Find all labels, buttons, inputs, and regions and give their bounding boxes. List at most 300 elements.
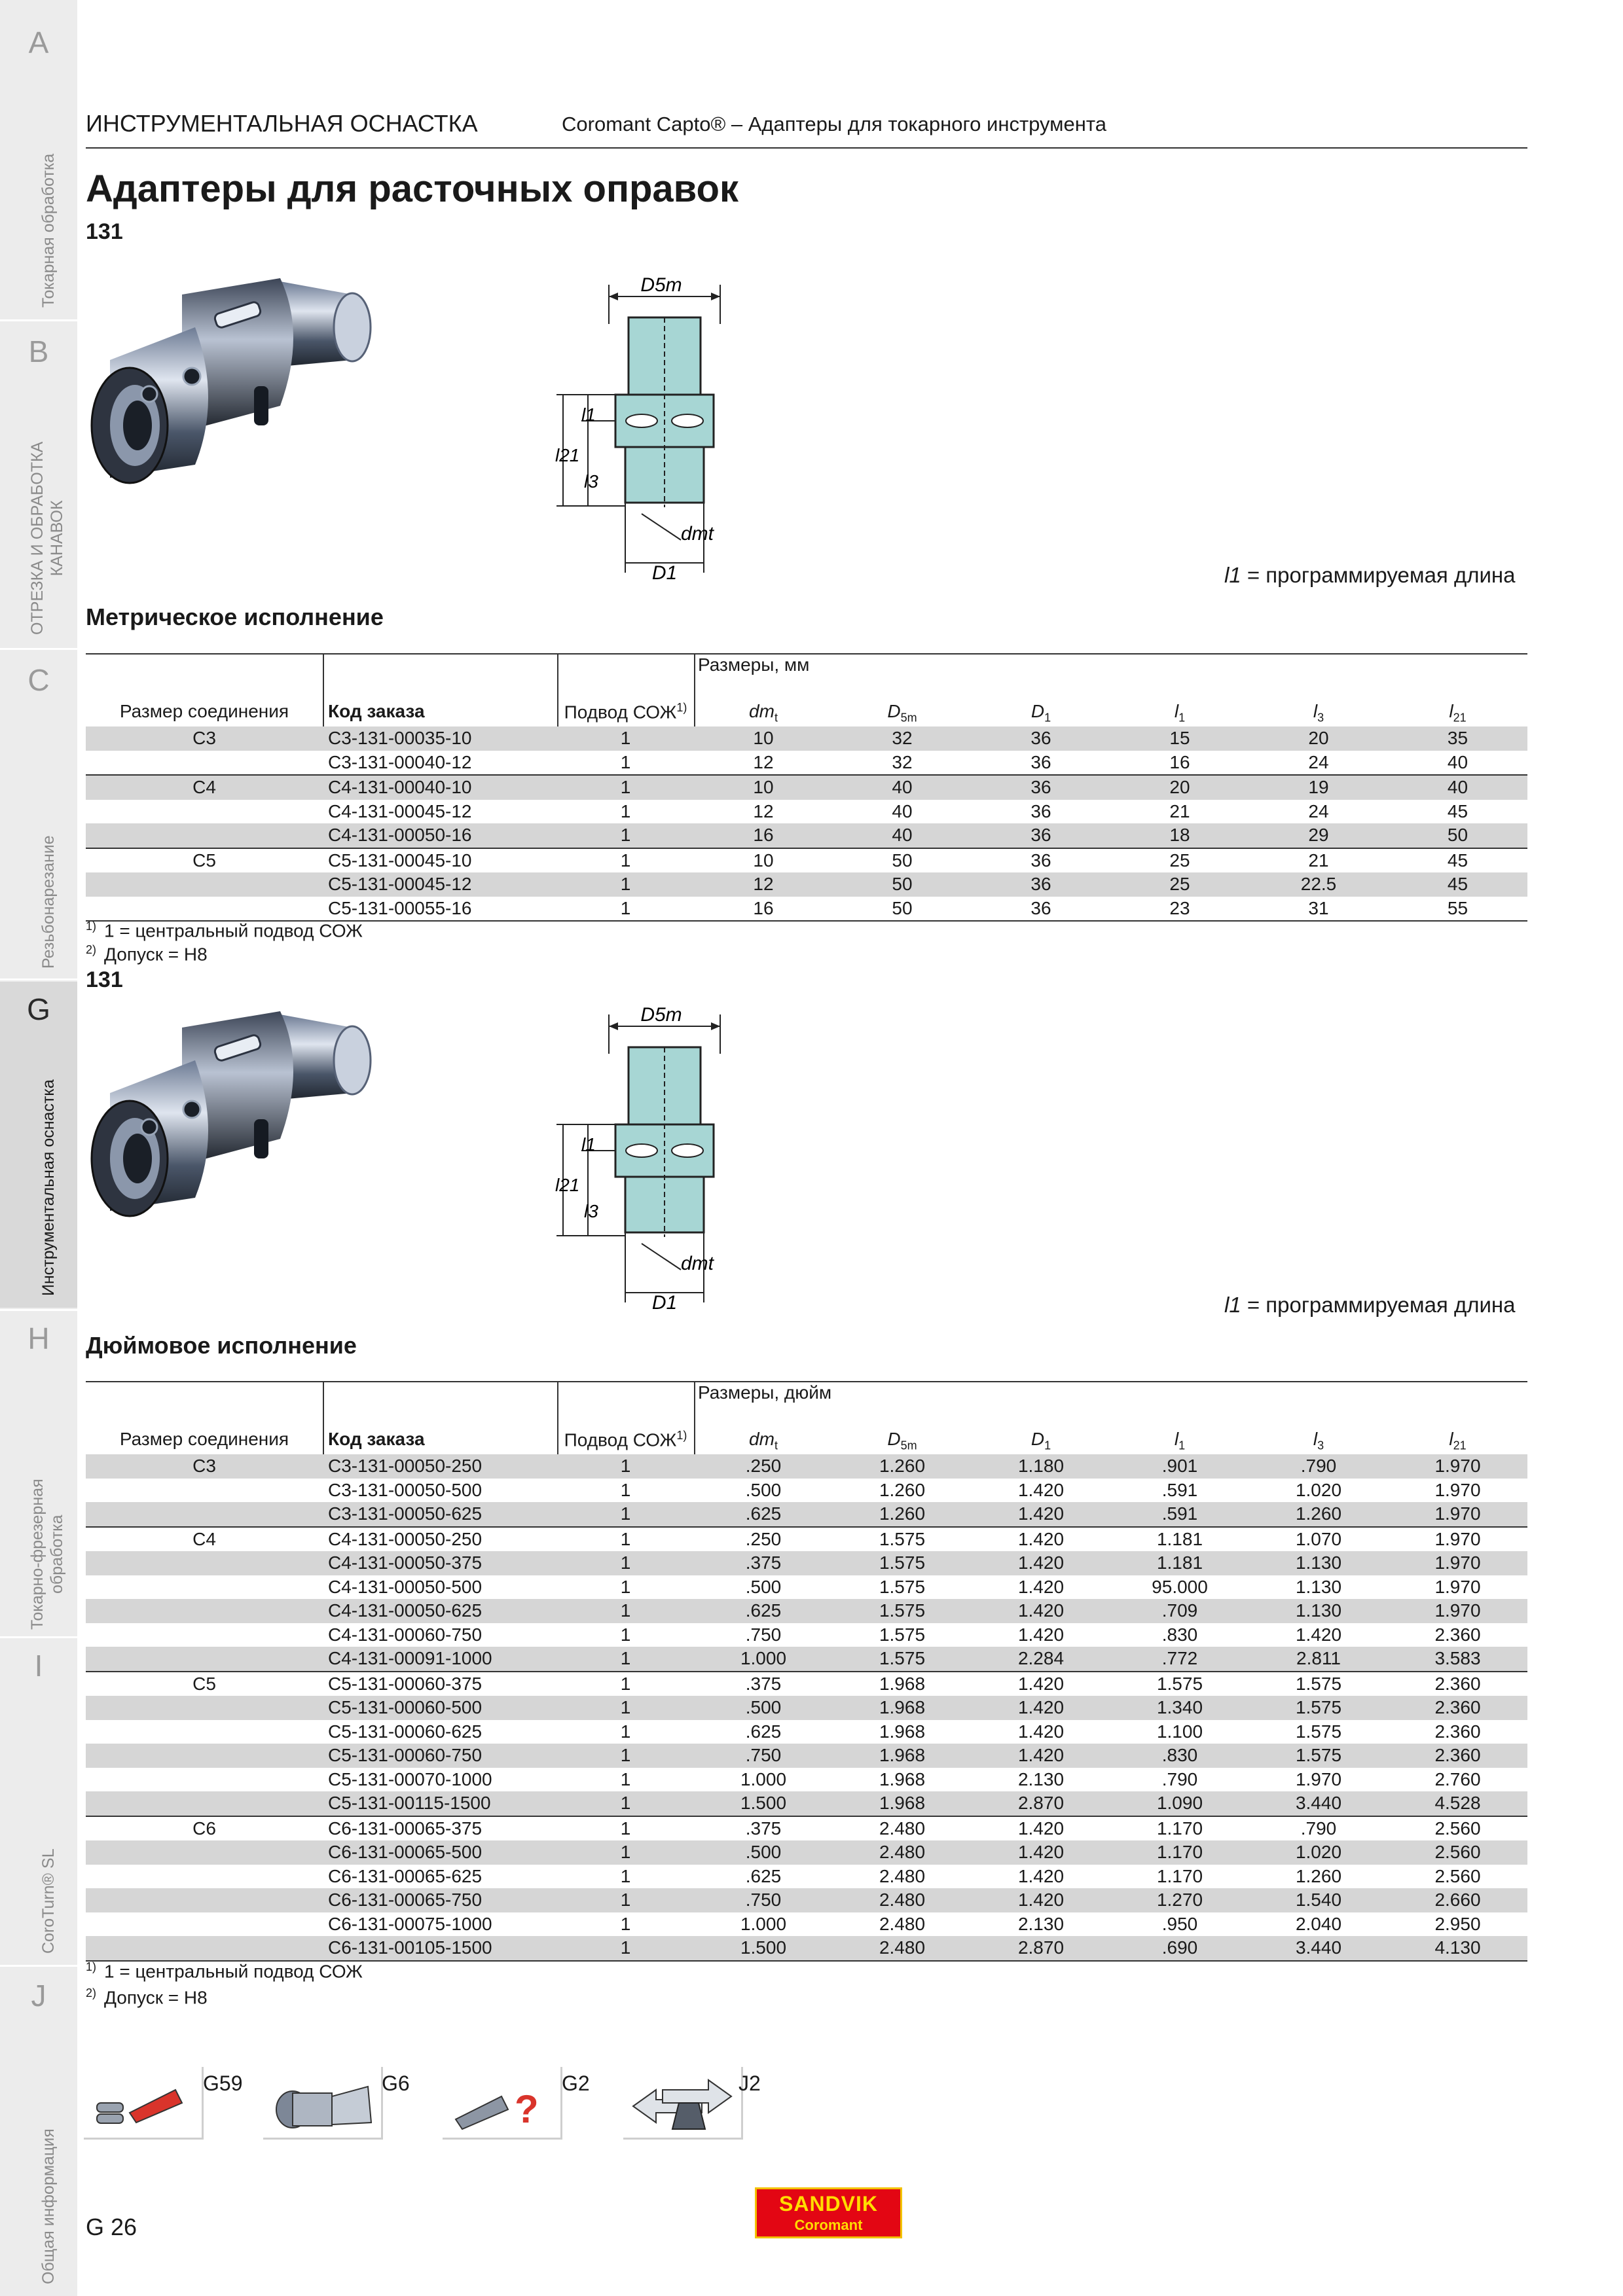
table-cell: 1.180	[972, 1454, 1110, 1479]
order-code-cell: C5-131-00060-375	[323, 1672, 557, 1696]
table-cell: 25	[1110, 848, 1249, 873]
table-cell: 1.260	[833, 1454, 972, 1479]
footnote-mark: 1)	[86, 920, 97, 933]
table-cell: 1.340	[1110, 1696, 1249, 1720]
table-cell: 2.870	[972, 1791, 1110, 1816]
table-row	[86, 1479, 1527, 1503]
section-label-h	[27, 1479, 67, 1630]
table-cell: 24	[1308, 751, 1329, 772]
table-row	[86, 1527, 1527, 1552]
table-cell: C4	[86, 1527, 323, 1552]
section-tab-c[interactable]: C	[27, 663, 50, 697]
table-cell: 1.575	[1295, 1721, 1342, 1742]
order-code-cell: C4-131-00045-12	[328, 800, 472, 821]
table-row	[86, 1791, 1527, 1816]
table-row	[86, 1696, 1527, 1720]
question-tool-icon	[443, 2067, 560, 2138]
table-cell: 1.181	[1110, 1551, 1249, 1575]
table-cell: C3	[86, 1454, 323, 1479]
table-cell: .500	[694, 1840, 833, 1865]
section-label-a: Токарная обработка	[39, 153, 58, 308]
table-cell: .250	[694, 1454, 833, 1479]
order-code-cell: C4-131-00050-375	[323, 1551, 557, 1575]
column-header: $l_3$	[1313, 701, 1324, 725]
table-cell: 1.420	[1017, 1576, 1065, 1597]
table-cell: .901	[1110, 1454, 1249, 1479]
table-cell	[86, 1768, 323, 1792]
column-header: $l_{21}$	[1449, 701, 1467, 725]
table-cell: 22.5	[1249, 872, 1388, 897]
table-cell: 1.170	[1110, 1840, 1249, 1865]
table-row	[86, 897, 1527, 922]
section-label-b-line1: ОТРЕЗКА И ОБРАБОТКА	[28, 441, 46, 635]
inch-dims-label: Размеры, дюйм	[698, 1382, 832, 1403]
table-cell: 1	[620, 1768, 631, 1789]
table-cell: 2.480	[879, 1913, 926, 1934]
table-cell: 50	[833, 897, 972, 922]
table-cell: 24	[1308, 800, 1329, 821]
inch-footnote-2	[86, 1986, 208, 2008]
column-header: $D_1$	[1030, 1429, 1051, 1452]
table-cell: 45	[1447, 800, 1468, 821]
table-cell: 3.583	[1388, 1647, 1527, 1672]
table-cell: 4.528	[1388, 1791, 1527, 1816]
page-number: G 26	[86, 2214, 137, 2240]
table-cell: 1	[620, 800, 631, 821]
table-cell: 1.500	[694, 1791, 833, 1816]
table-cell: 1.420	[972, 1744, 1110, 1768]
table-cell: 1	[557, 848, 694, 873]
table-cell: 1.170	[1156, 1865, 1203, 1886]
programmable-length-note	[1224, 563, 1516, 588]
table-row	[86, 823, 1527, 848]
table-cell: 1	[620, 1721, 631, 1742]
table-cell: 23	[1110, 897, 1249, 922]
divider	[0, 648, 77, 650]
dim-label-l1: l1	[581, 404, 596, 425]
column-header: $dm_t$	[749, 1429, 778, 1452]
order-code-cell: C3-131-00035-10	[323, 726, 557, 751]
table-cell: .950	[1161, 1913, 1198, 1934]
table-cell: 2.560	[1434, 1865, 1481, 1886]
programmable-length-note	[1224, 1293, 1516, 1318]
table-cell: 1.970	[1434, 1479, 1481, 1500]
table-cell: 1.420	[972, 1599, 1110, 1623]
table-cell	[86, 1865, 323, 1889]
order-code-cell: C6-131-00105-1500	[323, 1936, 557, 1961]
table-row	[86, 1936, 1527, 1961]
table-cell	[86, 872, 323, 897]
table-cell: 1	[557, 897, 694, 922]
table-cell: .500	[745, 1576, 782, 1597]
table-cell: 45	[1388, 848, 1527, 873]
table-cell	[86, 1791, 323, 1816]
section-label-h-line1: Токарно-фрезерная	[28, 1479, 46, 1630]
table-cell: 1	[557, 1791, 694, 1816]
column-header: $D_{5m}$	[887, 1429, 917, 1452]
order-code-cell: C5-131-00070-1000	[328, 1768, 492, 1789]
table-cell	[86, 1696, 323, 1720]
table-cell: 36	[972, 823, 1110, 848]
table-row	[86, 1623, 1527, 1647]
table-row	[86, 1575, 1527, 1600]
inch-section-title: Дюймовое исполнение	[86, 1332, 357, 1359]
table-cell: 2.660	[1388, 1888, 1527, 1912]
table-cell: .750	[694, 1888, 833, 1912]
table-cell: C4	[86, 775, 323, 800]
table-cell: 40	[1447, 751, 1468, 772]
table-cell: 32	[892, 751, 913, 772]
table-cell: 1.575	[1110, 1672, 1249, 1696]
sandvik-logo	[755, 2187, 902, 2238]
table-cell: 1.970	[1434, 1576, 1481, 1597]
table-cell: 95.000	[1152, 1576, 1208, 1597]
table-cell: 18	[1110, 823, 1249, 848]
section-label-b	[27, 442, 67, 635]
dim-label-d1: D1	[651, 1292, 678, 1314]
table-cell	[86, 1720, 323, 1744]
logo-sub: Coromant	[794, 2217, 863, 2233]
svg-text:?: ?	[515, 2087, 539, 2131]
table-cell: 29	[1249, 823, 1388, 848]
table-cell: 2.760	[1434, 1768, 1481, 1789]
table-cell: 20	[1249, 726, 1388, 751]
table-cell: 1	[557, 1454, 694, 1479]
table-cell: 36	[1030, 800, 1051, 821]
table-cell: 2.811	[1249, 1647, 1388, 1672]
divider	[0, 319, 77, 321]
table-cell: 1	[620, 1479, 631, 1500]
table-cell: 1.000	[694, 1647, 833, 1672]
table-cell: 1	[557, 1888, 694, 1912]
table-cell: 1.970	[1388, 1454, 1527, 1479]
table-cell: 1.420	[972, 1527, 1110, 1552]
order-code-cell: C4-131-00040-10	[323, 775, 557, 800]
metric-table-divider	[323, 653, 324, 726]
table-cell: 1	[557, 1744, 694, 1768]
table-cell: 2.480	[833, 1888, 972, 1912]
table-cell: 12	[753, 751, 774, 772]
table-cell: 1	[557, 1672, 694, 1696]
table-row	[86, 1647, 1527, 1672]
table-cell: 1.420	[1017, 1624, 1065, 1645]
table-cell	[86, 1599, 323, 1623]
inch-table-divider	[323, 1381, 324, 1454]
order-code-cell: C6-131-00065-750	[323, 1888, 557, 1912]
table-cell: 1.100	[1156, 1721, 1203, 1742]
table-cell: 10	[694, 775, 833, 800]
table-cell: 1.260	[1249, 1502, 1388, 1527]
table-cell: 1.090	[1110, 1791, 1249, 1816]
table-cell: 1.420	[1017, 1721, 1065, 1742]
section-tab-i[interactable]: I	[34, 1649, 43, 1683]
column-header: $l_1$	[1174, 1429, 1186, 1452]
table-cell: 10	[694, 848, 833, 873]
table-row	[86, 775, 1527, 800]
table-cell: 1	[557, 1816, 694, 1841]
footnote-text: 1 = центральный подвод СОЖ	[104, 1961, 363, 1982]
table-cell	[86, 800, 323, 824]
dim-label-dmt: dmt	[681, 523, 714, 545]
footnote-text: 1 = центральный подвод СОЖ	[104, 920, 363, 941]
adapter-icon	[263, 2067, 381, 2138]
table-cell: .250	[694, 1527, 833, 1552]
table-cell: 1.575	[879, 1624, 926, 1645]
header-subtitle: Coromant Capto® – Адаптеры для токарного инструмента	[562, 113, 1106, 135]
table-cell: 2.480	[833, 1936, 972, 1961]
column-header: $l_3$	[1313, 1429, 1324, 1452]
dimension-drawing	[550, 265, 759, 586]
table-cell: 1	[557, 775, 694, 800]
table-cell: 1	[557, 1647, 694, 1672]
table-cell: 1.130	[1249, 1551, 1388, 1575]
footnote-text: Допуск = H8	[104, 1987, 208, 2008]
divider	[0, 1636, 77, 1638]
table-row	[86, 872, 1527, 897]
ref-card-j2[interactable]	[623, 2067, 743, 2140]
table-row	[86, 1768, 1527, 1792]
table-cell: 31	[1249, 897, 1388, 922]
section-label-j: Общая информация	[39, 2128, 58, 2284]
table-cell: 1.020	[1295, 1479, 1342, 1500]
ref-card-g59[interactable]	[84, 2067, 204, 2140]
table-cell: 1.130	[1295, 1576, 1342, 1597]
table-cell: 1	[557, 1502, 694, 1527]
dim-label-dmt: dmt	[681, 1253, 714, 1274]
table-cell	[86, 1479, 323, 1503]
ref-link-g6[interactable]: G6	[382, 2072, 410, 2095]
ref-link-g2[interactable]: G2	[562, 2072, 590, 2095]
table-cell: 2.284	[972, 1647, 1110, 1672]
table-cell: 1.420	[972, 1551, 1110, 1575]
table-row	[86, 848, 1527, 873]
table-cell: .625	[745, 1721, 782, 1742]
section-tab-b[interactable]: B	[28, 334, 49, 368]
order-code-cell: C4-131-00060-750	[328, 1624, 483, 1645]
table-cell: .709	[1110, 1599, 1249, 1623]
table-cell: 36	[972, 872, 1110, 897]
table-cell: 20	[1110, 775, 1249, 800]
order-code-cell: C5-131-00060-750	[323, 1744, 557, 1768]
prog-note-text: = программируемая длина	[1247, 563, 1516, 587]
order-code-cell: C5-131-00045-10	[323, 848, 557, 873]
table-row	[86, 1912, 1527, 1937]
order-code-cell: C5-131-00060-625	[328, 1721, 483, 1742]
section-label-g: Инструментальная оснастка	[39, 1079, 58, 1296]
table-cell: .375	[694, 1816, 833, 1841]
divider	[0, 1309, 77, 1311]
table-cell: 15	[1110, 726, 1249, 751]
table-cell: 36	[972, 775, 1110, 800]
table-cell: 2.360	[1388, 1696, 1527, 1720]
table-cell: 1.260	[879, 1479, 926, 1500]
order-code-cell: C4-131-00050-625	[323, 1599, 557, 1623]
table-cell	[86, 1575, 323, 1600]
table-cell: C6	[86, 1816, 323, 1841]
table-cell: 16	[694, 897, 833, 922]
table-cell: 2.360	[1388, 1744, 1527, 1768]
table-cell: 1.181	[1110, 1527, 1249, 1552]
column-header: $D_{5m}$	[887, 701, 917, 725]
table-cell: 1.575	[1249, 1672, 1388, 1696]
table-cell: 1.070	[1249, 1527, 1388, 1552]
table-row	[86, 1599, 1527, 1623]
table-row	[86, 1720, 1527, 1744]
table-cell: 2.480	[833, 1840, 972, 1865]
table-cell: 4.130	[1388, 1936, 1527, 1961]
table-cell: 12	[694, 872, 833, 897]
table-cell	[86, 897, 323, 922]
table-cell: 1.420	[1017, 1865, 1065, 1886]
table-cell	[86, 823, 323, 848]
table-cell: .750	[694, 1744, 833, 1768]
table-cell: .500	[694, 1696, 833, 1720]
table-cell: 1	[557, 1527, 694, 1552]
table-cell: 1	[620, 1576, 631, 1597]
column-header: $D_1$	[1030, 701, 1051, 725]
table-row	[86, 1502, 1527, 1527]
arrows-icon	[623, 2067, 741, 2138]
column-header: $l_1$	[1174, 701, 1186, 725]
dim-label-l1: l1	[581, 1134, 596, 1155]
table-row	[86, 1744, 1527, 1768]
table-cell: 1	[557, 1936, 694, 1961]
table-cell: 16	[1169, 751, 1190, 772]
table-cell: 21	[1169, 800, 1190, 821]
table-cell: 2.870	[972, 1936, 1110, 1961]
order-code-cell: C3-131-00040-12	[328, 751, 472, 772]
table-cell: .375	[694, 1551, 833, 1575]
order-code-cell: C6-131-00065-625	[328, 1865, 483, 1886]
table-cell: 1	[557, 823, 694, 848]
table-cell: 1.270	[1110, 1888, 1249, 1912]
table-row	[86, 726, 1527, 751]
ref-link-g59[interactable]: G59	[203, 2072, 243, 2095]
table-cell: .625	[694, 1502, 833, 1527]
header-rule	[86, 147, 1527, 149]
adapter-photo	[84, 268, 372, 511]
tools-icon	[84, 2067, 202, 2138]
table-cell: .591	[1110, 1502, 1249, 1527]
table-cell: 2.040	[1295, 1913, 1342, 1934]
table-cell: 2.950	[1434, 1913, 1481, 1934]
table-cell: 1.420	[972, 1672, 1110, 1696]
table-cell: 1.968	[833, 1744, 972, 1768]
section-tab-h[interactable]: H	[27, 1321, 50, 1355]
order-code-cell: C4-131-00050-16	[323, 823, 557, 848]
table-row	[86, 800, 1527, 824]
table-row	[86, 751, 1527, 776]
dimension-drawing	[550, 995, 759, 1316]
table-cell: .750	[745, 1624, 782, 1645]
table-cell: 1.968	[879, 1768, 926, 1789]
metric-table	[86, 726, 1527, 922]
table-cell: 1.968	[833, 1791, 972, 1816]
table-cell: 2.560	[1388, 1816, 1527, 1841]
metric-footnote-1	[86, 920, 363, 941]
table-cell: .375	[694, 1672, 833, 1696]
section-label-h-line2: обработка	[48, 1515, 66, 1594]
table-cell: 1.420	[1017, 1479, 1065, 1500]
section-tab-a[interactable]: A	[28, 26, 49, 60]
table-cell: 1.170	[1110, 1816, 1249, 1841]
table-cell: 1	[620, 1865, 631, 1886]
column-header: $l_{21}$	[1449, 1429, 1467, 1452]
table-row	[86, 1888, 1527, 1912]
table-cell: 36	[972, 848, 1110, 873]
prog-note-symbol: l1	[1224, 563, 1241, 587]
dim-label-l3: l3	[584, 471, 598, 492]
metric-footnote-2	[86, 943, 208, 965]
order-code-cell: C6-131-00065-375	[323, 1816, 557, 1841]
table-cell: 1.020	[1249, 1840, 1388, 1865]
table-cell: 2.560	[1388, 1840, 1527, 1865]
order-code-cell: C4-131-00091-1000	[323, 1647, 557, 1672]
table-cell: 36	[972, 726, 1110, 751]
table-cell: 1	[557, 1599, 694, 1623]
order-code-cell: C3-131-00050-250	[323, 1454, 557, 1479]
table-row	[86, 1865, 1527, 1889]
table-cell: 25	[1110, 872, 1249, 897]
table-cell	[86, 1502, 323, 1527]
table-cell: 1.420	[972, 1816, 1110, 1841]
table-cell: 1.970	[1388, 1527, 1527, 1552]
table-cell: 1	[620, 751, 631, 772]
table-cell: 10	[694, 726, 833, 751]
page-title: Адаптеры для расточных оправок	[86, 168, 739, 210]
metric-section-title: Метрическое исполнение	[86, 603, 384, 630]
order-code-cell: C4-131-00050-500	[328, 1576, 483, 1597]
order-code-cell: C5-131-00115-1500	[323, 1791, 557, 1816]
table-cell: 1.970	[1295, 1768, 1342, 1789]
section-tab-g[interactable]: G	[27, 992, 50, 1026]
table-cell: 1	[557, 872, 694, 897]
table-cell: 40	[1388, 775, 1527, 800]
footnote-mark: 2)	[86, 1986, 97, 2000]
inch-footnote-1	[86, 1960, 363, 1982]
table-cell: 1.420	[1295, 1624, 1342, 1645]
table-cell: 50	[833, 872, 972, 897]
table-cell: 1.968	[833, 1672, 972, 1696]
table-cell: 36	[972, 897, 1110, 922]
order-code-cell: C3-131-00050-500	[328, 1479, 483, 1500]
table-cell: 1.500	[694, 1936, 833, 1961]
table-cell	[86, 1744, 323, 1768]
table-cell: C5	[86, 848, 323, 873]
table-cell	[86, 1551, 323, 1575]
ref-card-g6[interactable]	[263, 2067, 383, 2140]
order-code-cell: C6-131-00075-1000	[328, 1913, 492, 1934]
column-header: Подвод СОЖ$^{1)}$	[564, 1429, 687, 1450]
order-code-cell: C6-131-00065-500	[323, 1840, 557, 1865]
table-cell: 1	[557, 1696, 694, 1720]
table-cell: 2.130	[1017, 1768, 1065, 1789]
table-cell: 40	[833, 823, 972, 848]
ref-card-g2[interactable]	[443, 2067, 562, 2140]
table-cell: C3	[86, 726, 323, 751]
table-cell: 1.970	[1388, 1502, 1527, 1527]
table-cell: 3.440	[1249, 1791, 1388, 1816]
table-cell: 50	[1388, 823, 1527, 848]
footnote-mark: 2)	[86, 943, 97, 956]
table-row	[86, 1454, 1527, 1479]
table-cell: .830	[1161, 1624, 1198, 1645]
section-label-c: Резьбонарезание	[39, 835, 58, 969]
divider	[0, 978, 77, 980]
section-tab-j[interactable]: J	[31, 1979, 46, 2013]
table-cell: 3.440	[1249, 1936, 1388, 1961]
ref-link-j2[interactable]: J2	[739, 2072, 761, 2095]
